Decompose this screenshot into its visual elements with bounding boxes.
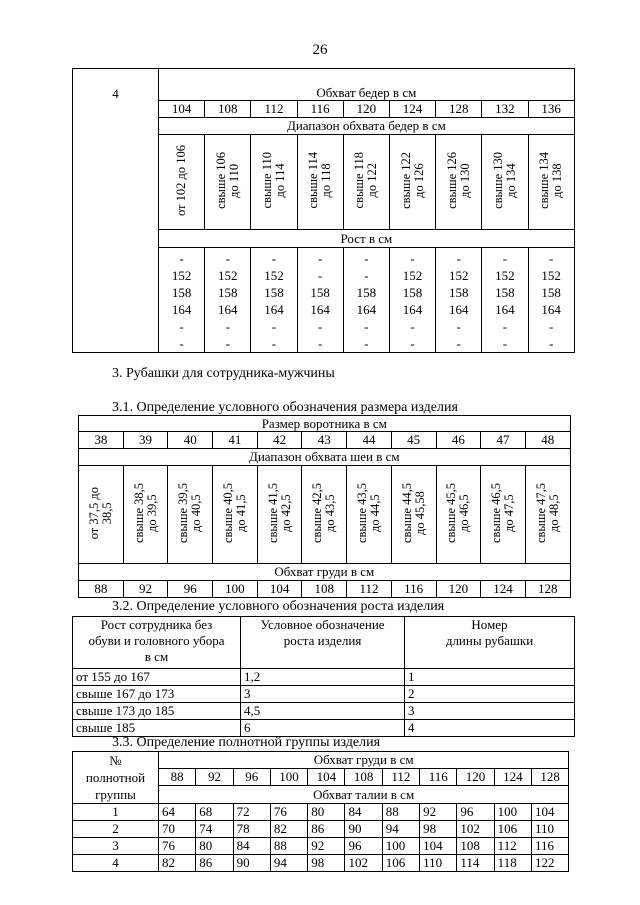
collar-size-table xyxy=(78,415,571,598)
hip-range: свыше 106 до 110 xyxy=(213,152,241,209)
height-designation-table xyxy=(72,616,575,737)
hip-range: свыше 122 до 126 xyxy=(398,152,426,209)
collar-value: 45 xyxy=(391,432,436,449)
collar-size-title: Размер воротника в см xyxy=(79,416,571,432)
chest-value: 108 xyxy=(302,581,347,598)
hip-value: 124 xyxy=(389,101,435,118)
designation-cell: 1,2 xyxy=(241,669,405,686)
waist-value: 98 xyxy=(420,821,457,838)
hip-range: свыше 118 до 122 xyxy=(352,152,380,209)
waist-value: 64 xyxy=(159,804,196,821)
waist-value: 98 xyxy=(308,855,345,872)
collar-value: 44 xyxy=(347,432,392,449)
hip-value: 104 xyxy=(159,101,205,118)
waist-value: 100 xyxy=(494,804,531,821)
waist-value: 106 xyxy=(382,855,419,872)
waist-value: 86 xyxy=(196,855,233,872)
neck-range: свыше 44,5 до 45,58 xyxy=(399,482,427,544)
collar-value: 40 xyxy=(168,432,213,449)
chest-value: 120 xyxy=(436,581,481,598)
waist-value: 90 xyxy=(233,855,270,872)
waist-value: 92 xyxy=(420,804,457,821)
table-row xyxy=(73,821,569,838)
waist-value: 110 xyxy=(420,855,457,872)
waist-value: 122 xyxy=(531,855,568,872)
waist-value: 114 xyxy=(457,855,494,872)
neck-range: свыше 42,5 до 43,5 xyxy=(310,482,338,544)
collar-value: 39 xyxy=(123,432,168,449)
collar-value: 48 xyxy=(525,432,570,449)
chest-value: 120 xyxy=(457,769,494,786)
chest-value: 104 xyxy=(257,581,302,598)
chest-value: 92 xyxy=(196,769,233,786)
waist-value: 76 xyxy=(270,804,307,821)
header-employee-height: Рост сотрудника без обуви и головного убора в см xyxy=(73,617,241,669)
collar-value: 41 xyxy=(213,432,258,449)
hip-range: от 102 до 106 xyxy=(174,144,189,217)
height-list: - - 158 164 - - xyxy=(343,248,389,353)
waist-value: 110 xyxy=(531,821,568,838)
chest-girth-title: Обхват груди в см xyxy=(79,564,571,581)
table-row xyxy=(73,838,569,855)
hip-range: свыше 134 до 138 xyxy=(537,152,565,209)
height-list: - 152 158 164 - - xyxy=(251,248,297,353)
waist-value: 104 xyxy=(531,804,568,821)
waist-value: 84 xyxy=(345,804,382,821)
chest-value: 88 xyxy=(79,581,124,598)
hip-value: 116 xyxy=(297,101,343,118)
waist-value: 72 xyxy=(233,804,270,821)
waist-value: 68 xyxy=(196,804,233,821)
hip-size-table xyxy=(72,68,575,353)
hip-value: 120 xyxy=(343,101,389,118)
section33-title: 3.3. Определение полнотной группы изделия xyxy=(112,735,381,750)
hip-value: 132 xyxy=(482,101,528,118)
waist-value: 96 xyxy=(345,838,382,855)
height-list: - - 158 164 - - xyxy=(297,248,343,353)
height-range-cell: свыше 167 до 173 xyxy=(73,686,241,703)
waist-value: 112 xyxy=(494,838,531,855)
height-list: - 152 158 164 - - xyxy=(482,248,528,353)
chest-value: 96 xyxy=(168,581,213,598)
hip-value: 136 xyxy=(528,101,574,118)
chest-value: 88 xyxy=(159,769,196,786)
collar-value: 38 xyxy=(79,432,124,449)
table-row xyxy=(73,669,575,686)
hip-range: свыше 114 до 118 xyxy=(306,152,334,209)
designation-cell: 6 xyxy=(241,720,405,737)
chest-value: 124 xyxy=(494,769,531,786)
table3-header-row xyxy=(73,617,575,669)
table-row xyxy=(73,703,575,720)
height-list: - 152 158 164 - - xyxy=(436,248,482,353)
header-shirt-length-number: Номер длины рубашки xyxy=(405,617,575,669)
waist-value: 102 xyxy=(457,821,494,838)
chest-value: 104 xyxy=(308,769,345,786)
height-range-cell: свыше 173 до 185 xyxy=(73,703,241,720)
chest-girth-title: Обхват груди в см xyxy=(159,752,569,769)
hip-range-title: Диапазон обхвата бедер в см xyxy=(159,118,575,135)
waist-value: 70 xyxy=(159,821,196,838)
waist-value: 92 xyxy=(308,838,345,855)
waist-value: 74 xyxy=(196,821,233,838)
waist-value: 82 xyxy=(270,821,307,838)
waist-value: 106 xyxy=(494,821,531,838)
waist-value: 80 xyxy=(308,804,345,821)
waist-value: 88 xyxy=(382,804,419,821)
fullness-group-header: № полнотной группы xyxy=(73,752,159,804)
waist-value: 102 xyxy=(345,855,382,872)
section3-title: 3. Рубашки для сотрудника-мужчины xyxy=(112,366,335,381)
waist-value: 108 xyxy=(457,838,494,855)
group-number: 1 xyxy=(73,804,159,821)
table-row xyxy=(73,855,569,872)
waist-value: 94 xyxy=(382,821,419,838)
length-number-cell: 3 xyxy=(405,703,575,720)
height-list: - 152 158 164 - - xyxy=(205,248,251,353)
hip-range: свыше 110 до 114 xyxy=(259,152,287,209)
section32-title: 3.2. Определение условного обозначения роста изделия xyxy=(112,599,445,614)
height-list: - 152 158 164 - - xyxy=(389,248,435,353)
table-row xyxy=(73,686,575,703)
neck-range: свыше 41,5 до 42,5 xyxy=(265,482,293,544)
hip-girth-title: Обхват бедер в см xyxy=(159,69,575,101)
neck-range: от 37,5 до 38,5 xyxy=(86,486,114,540)
chest-value: 96 xyxy=(233,769,270,786)
neck-range: свыше 45,5 до 46,5 xyxy=(444,482,472,544)
section31-title: 3.1. Определение условного обозначения размера изделия xyxy=(112,400,458,415)
waist-value: 104 xyxy=(420,838,457,855)
neck-range: свыше 43,5 до 44,5 xyxy=(354,482,382,544)
chest-value: 116 xyxy=(391,581,436,598)
waist-value: 84 xyxy=(233,838,270,855)
height-list: - 152 158 164 - - xyxy=(528,248,574,353)
neck-range-title: Диапазон обхвата шеи в см xyxy=(79,449,571,466)
length-number-cell: 1 xyxy=(405,669,575,686)
collar-values-row xyxy=(79,432,571,449)
group-number: 4 xyxy=(73,855,159,872)
fullness-group-table xyxy=(72,751,569,872)
chest-value: 128 xyxy=(531,769,568,786)
waist-value: 116 xyxy=(531,838,568,855)
hip-value: 108 xyxy=(205,101,251,118)
chest-value: 116 xyxy=(420,769,457,786)
waist-value: 88 xyxy=(270,838,307,855)
neck-range: свыше 40,5 до 41,5 xyxy=(220,482,248,544)
waist-value: 80 xyxy=(196,838,233,855)
chest-value: 92 xyxy=(123,581,168,598)
collar-value: 47 xyxy=(481,432,526,449)
chest-value: 108 xyxy=(345,769,382,786)
neck-range: свыше 39,5 до 40,5 xyxy=(176,482,204,544)
chest-value: 112 xyxy=(347,581,392,598)
neck-range: свыше 38,5 до 39,5 xyxy=(131,482,159,544)
collar-value: 46 xyxy=(436,432,481,449)
waist-value: 78 xyxy=(233,821,270,838)
length-number-cell: 4 xyxy=(405,720,575,737)
hip-value: 128 xyxy=(436,101,482,118)
chest-value: 124 xyxy=(481,581,526,598)
hip-value: 112 xyxy=(251,101,297,118)
table-row xyxy=(73,720,575,737)
designation-cell: 3 xyxy=(241,686,405,703)
chest-value: 100 xyxy=(213,581,258,598)
chest-values-row xyxy=(79,581,571,598)
height-range-cell: от 155 до 167 xyxy=(73,669,241,686)
header-height-designation: Условное обозначение роста изделия xyxy=(241,617,405,669)
chest-value: 128 xyxy=(525,581,570,598)
waist-value: 90 xyxy=(345,821,382,838)
chest-value: 112 xyxy=(382,769,419,786)
neck-ranges-row xyxy=(79,466,571,564)
height-list: - 152 158 164 - - xyxy=(159,248,205,353)
waist-value: 76 xyxy=(159,838,196,855)
waist-value: 100 xyxy=(382,838,419,855)
waist-value: 82 xyxy=(159,855,196,872)
waist-value: 118 xyxy=(494,855,531,872)
length-number-cell: 2 xyxy=(405,686,575,703)
height-range-cell: свыше 185 xyxy=(73,720,241,737)
group-number: 2 xyxy=(73,821,159,838)
collar-value: 43 xyxy=(302,432,347,449)
chest-value: 100 xyxy=(270,769,307,786)
table-row xyxy=(73,804,569,821)
neck-range: свыше 46,5 до 47,5 xyxy=(489,482,517,544)
table1-left-cell: 4 xyxy=(73,69,159,353)
waist-value: 94 xyxy=(270,855,307,872)
group-number: 3 xyxy=(73,838,159,855)
waist-girth-title: Обхват талии в см xyxy=(159,786,569,804)
waist-value: 96 xyxy=(457,804,494,821)
neck-range: свыше 47,5 до 48,5 xyxy=(533,482,561,544)
hip-range: свыше 130 до 134 xyxy=(490,152,518,209)
designation-cell: 4,5 xyxy=(241,703,405,720)
hip-range: свыше 126 до 130 xyxy=(444,152,472,209)
waist-value: 86 xyxy=(308,821,345,838)
height-title: Рост в см xyxy=(159,230,575,248)
page-number: 26 xyxy=(312,42,328,58)
collar-value: 42 xyxy=(257,432,302,449)
